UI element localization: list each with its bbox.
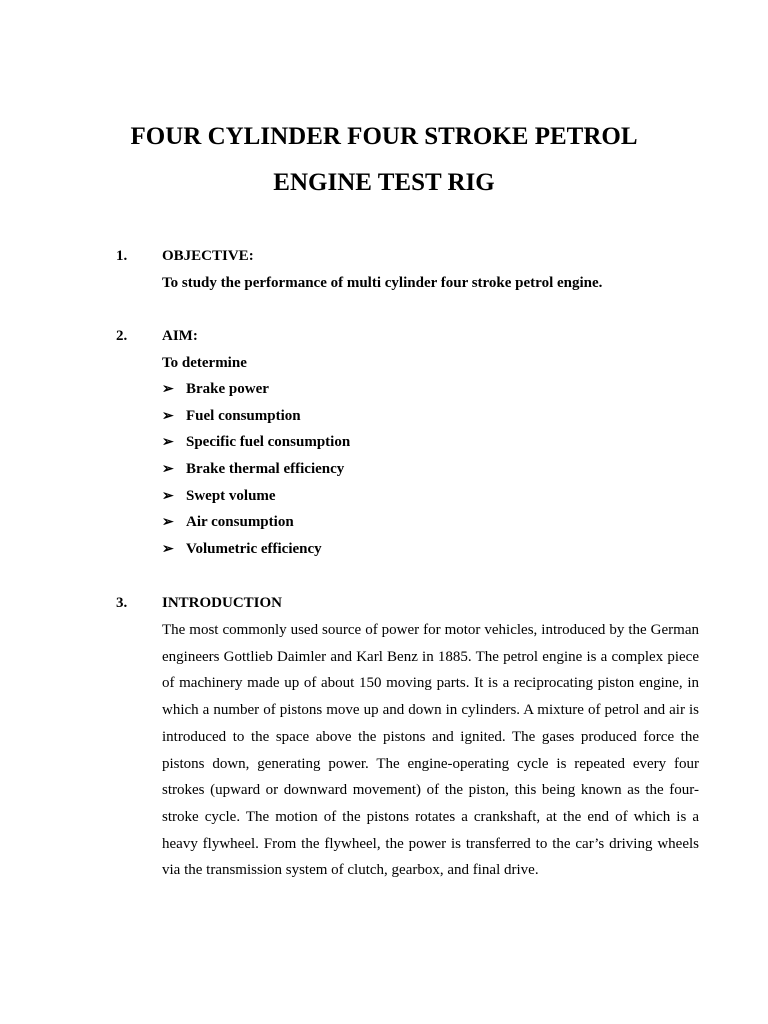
list-item <box>162 380 350 407</box>
list-item-label: Air consumption <box>186 514 294 531</box>
list-item <box>162 407 350 434</box>
arrowhead-bullet-icon: ➢ <box>162 435 174 451</box>
list-item-label: Fuel consumption <box>186 407 301 424</box>
list-item <box>162 460 350 487</box>
list-item <box>162 540 350 567</box>
section-2-heading: AIM: <box>162 328 198 344</box>
arrowhead-bullet-icon: ➢ <box>162 515 174 531</box>
document-title-line-1: FOUR CYLINDER FOUR STROKE PETROL <box>130 123 638 150</box>
introduction-paragraph: The most commonly used source of power for motor vehicles, introduced by the German engineers Gottlieb Daimler and Karl Benz in 1885. The petrol engine is a complex piece of machinery made up of about 150 moving parts. It is a reciprocating piston engine, in which a number of pistons move up and down in cylinders. A mixture of petrol and air is introduced to the space above the pistons and ignited. The gases produced force the pistons down, generating power. The engine-operating cycle is repeated every four strokes (upward or downward movement) of the piston, this being known as the four-stroke cycle. The motion of the pistons rotates a crankshaft, at the end of which is a heavy flywheel. From the flywheel, the power is transferred to the car’s driving wheels via the transmission system of clutch, gearbox, and final drive. <box>162 622 699 879</box>
objective-text: To study the performance of multi cylinder four stroke petrol engine. <box>162 275 603 291</box>
list-item-label: Volumetric efficiency <box>186 541 322 558</box>
arrowhead-bullet-icon: ➢ <box>162 408 174 424</box>
arrowhead-bullet-icon: ➢ <box>162 382 174 397</box>
arrowhead-bullet-icon: ➢ <box>162 462 174 478</box>
section-2-number: 2. <box>116 328 128 344</box>
aim-list <box>162 380 350 567</box>
document-title-line-2: ENGINE TEST RIG <box>273 169 495 196</box>
section-1-heading: OBJECTIVE: <box>162 248 254 264</box>
list-item <box>162 513 350 540</box>
list-item-label: Brake power <box>186 381 269 397</box>
list-item-label: Brake thermal efficiency <box>186 461 345 478</box>
arrowhead-bullet-icon: ➢ <box>162 542 174 558</box>
list-item <box>162 433 350 460</box>
aim-intro: To determine <box>162 355 247 371</box>
section-3-number: 3. <box>116 595 128 611</box>
list-item <box>162 487 350 514</box>
section-3-heading: INTRODUCTION <box>162 595 283 611</box>
arrowhead-bullet-icon: ➢ <box>162 488 174 504</box>
list-item-label: Specific fuel consumption <box>186 434 351 451</box>
list-item-label: Swept volume <box>186 487 276 504</box>
section-1-number: 1. <box>116 248 128 264</box>
